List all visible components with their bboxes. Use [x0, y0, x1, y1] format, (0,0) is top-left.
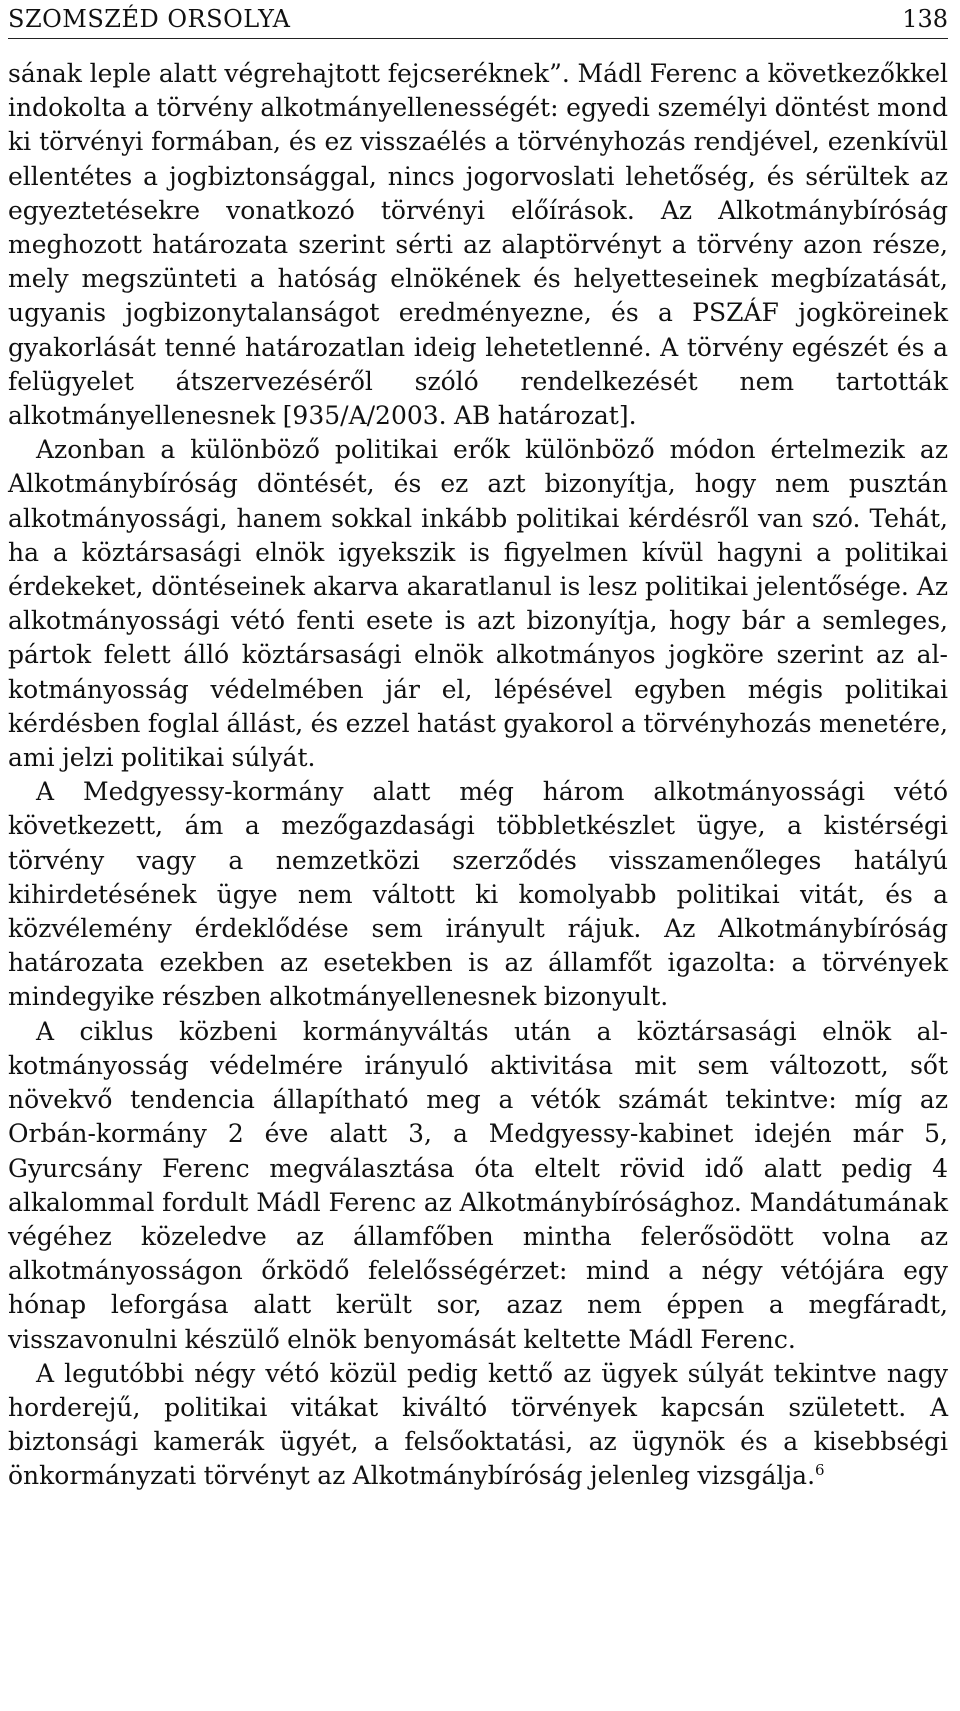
- paragraph: A Medgyessy-kormány alatt még három alkotmányossági vétó következett, ám a mezőgazdasági többletkészlet ügye, a kistérségi törvény vagy a nemzetközi szerződés visszamenőleges hatályú kihirdetésének ügye nem váltott ki komolyabb politikai vitát, és a közvélemény érdeklődése sem irányult rájuk. Az Alkotmánybíróság határozata ezekben az esetekben is az államfőt igazolta: a törvények mindegyike részben alkotmányellenesnek bizonyult.: [8, 777, 948, 1012]
- body-text: [8, 57, 948, 1494]
- running-head-author: SZOMSZÉD ORSOLYA: [8, 5, 291, 33]
- page-number: 138: [902, 5, 948, 33]
- paragraph: [8, 1357, 948, 1494]
- paragraph-text: A legutóbbi négy vétó közül pedig kettő az ügyek súlyát tekintve nagy horderejű, politikai vitákat kiváltó törvények kapcsán született. A biztonsági kamerák ügyét, a felsőoktatási, az ügynök és a kisebbségi önkormányzati törvényt az Alkotmánybíróság jelenleg vizsgálja.: [8, 1358, 948, 1491]
- footnote-reference[interactable]: 6: [815, 1461, 825, 1480]
- paragraph: sának leple alatt végrehajtott fejcseréknek”. Mádl Ferenc a következőkkel indokolta a törvény alkotmányellenességét: egyedi személyi döntést mond ki törvényi formában, és ez visszaélés a törvényhozás rendjével, ezenkívül ellentétes a jogbiztonsággal, nincs jogorvoslati lehetőség, és sérültek az egyeztetésekre vonatkozó törvényi előírások. Az Alkotmánybíróság meghozott határozata szerint sérti az alaptörvényt a törvény azon része, mely megszünteti a hatóság elnökének és helyetteseinek megbízatását, ugyanis jogbizonytalanságot eredményezne, és a PSZÁF jogköreinek gyakorlását tenné határozatlan ideig lehetetlenné. A törvény egészét és a felügyelet átszervezéséről szóló rendelkezését nem tartották alkotmányellenesnek [935/A/2003. AB határozat].: [8, 59, 948, 431]
- page-header: [8, 4, 948, 39]
- paragraph: A ciklus közbeni kormányváltás után a köztársasági elnök alkotmányosság védelmére irányuló aktivitása mit sem változott, sőt növekvő tendencia állapítható meg a vétók számát tekintve: míg az Orbán-kormány 2 éve alatt 3, a Medgyessy-kabinet idején már 5, Gyurcsány Ferenc megválasztása óta eltelt rövid idő alatt pedig 4 alkalommal fordult Mádl Ferenc az Alkotmánybírósághoz. Mandátumának végéhez közeledve az államfőben mintha felerősödött volna az alkotmányosságon őrködő felelősségérzet: mind a négy vétójára egy hónap leforgása alatt került sor, azaz nem éppen a megfáradt, visszavonulni készülő elnök benyomását keltette Mádl Ferenc.: [8, 1016, 948, 1354]
- paragraph: Azonban a különböző politikai erők különböző módon értelmezik az Alkotmánybíróság döntését, és ez azt bizonyítja, hogy nem pusztán alkotmányossági, hanem sokkal inkább politikai kérdésről van szó. Tehát, ha a köztársasági elnök igyekszik is figyelmen kívül hagyni a politikai érdekeket, döntéseinek akarva akaratlanul is lesz politikai jelentősége. Az alkotmányossági vétó fenti esete is azt bizonyítja, hogy bár a semleges, pártok felett álló köztársasági elnök alkotmányos jogköre szerint az alkotmányosság védelmében jár el, lépésével egyben mégis politikai kérdésben foglal állást, és ezzel hatást gyakorol a törvényhozás menetére, ami jelzi politikai súlyát.: [8, 435, 948, 773]
